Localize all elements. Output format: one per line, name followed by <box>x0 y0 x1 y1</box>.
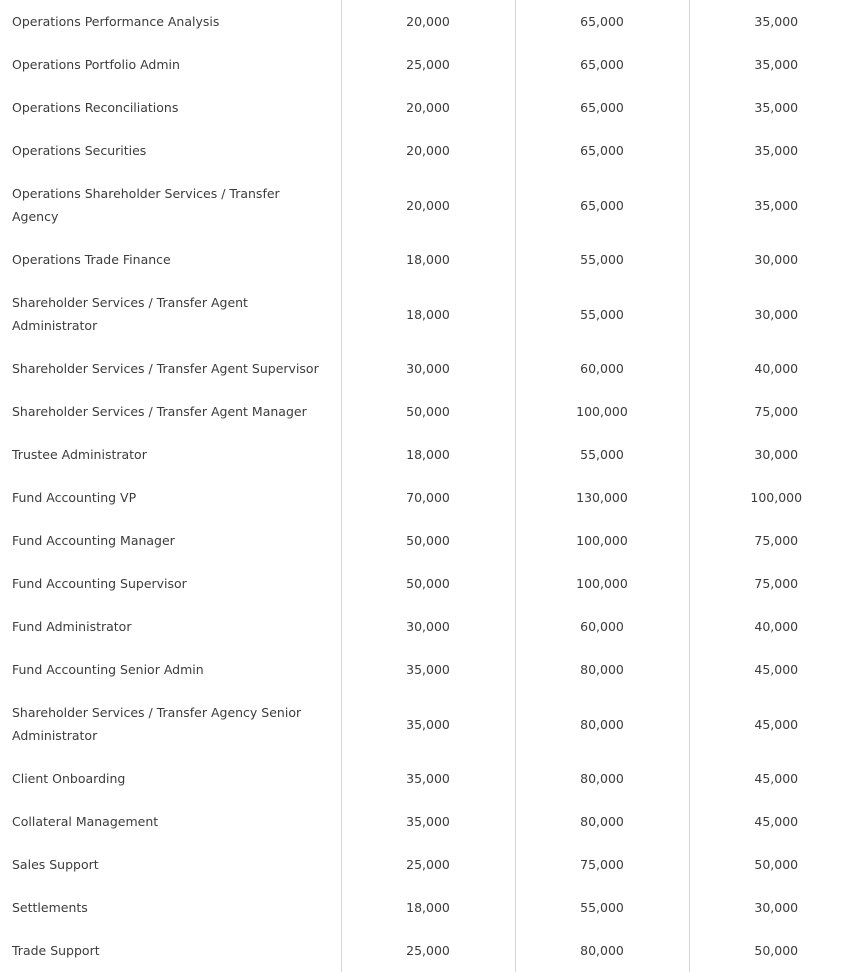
role-cell: Operations Shareholder Services / Transfer Agency <box>0 172 341 238</box>
table-row <box>0 0 849 43</box>
value-cell: 30,000 <box>754 900 799 915</box>
table-row <box>0 238 849 281</box>
value-cell: 65,000 <box>515 0 689 43</box>
value-cell: 20,000 <box>341 129 515 172</box>
value-cell: 18,000 <box>341 886 515 929</box>
role-cell: Operations Securities <box>0 129 341 172</box>
value-cell: 18,000 <box>341 433 515 476</box>
value-cell: 80,000 <box>515 648 689 691</box>
value-cell: 75,000 <box>754 576 799 591</box>
value-cell: 80,000 <box>515 800 689 843</box>
role-cell: Client Onboarding <box>0 757 341 800</box>
value-cell: 80,000 <box>515 929 689 972</box>
role-cell: Shareholder Services / Transfer Agency Senior Administrator <box>0 691 341 757</box>
table-row <box>0 648 849 691</box>
value-cell: 35,000 <box>754 143 799 158</box>
value-cell: 65,000 <box>515 43 689 86</box>
table-row <box>0 476 849 519</box>
value-cell: 80,000 <box>515 757 689 800</box>
table-row <box>0 129 849 172</box>
value-cell: 35,000 <box>341 800 515 843</box>
table-row <box>0 800 849 843</box>
role-cell: Trustee Administrator <box>0 433 341 476</box>
value-cell: 55,000 <box>515 886 689 929</box>
table-row <box>0 86 849 129</box>
value-cell: 35,000 <box>341 648 515 691</box>
value-cell: 35,000 <box>754 14 799 29</box>
role-cell: Operations Portfolio Admin <box>0 43 341 86</box>
value-cell: 20,000 <box>341 0 515 43</box>
value-cell: 45,000 <box>754 716 799 732</box>
value-cell: 18,000 <box>341 238 515 281</box>
value-cell: 50,000 <box>341 562 515 605</box>
table-row <box>0 43 849 86</box>
role-cell: Fund Accounting VP <box>0 476 341 519</box>
value-cell: 75,000 <box>754 533 799 548</box>
table-row <box>0 886 849 929</box>
role-cell: Operations Reconciliations <box>0 86 341 129</box>
value-cell: 100,000 <box>750 490 803 505</box>
value-cell: 40,000 <box>754 619 799 634</box>
role-cell: Sales Support <box>0 843 341 886</box>
value-cell: 40,000 <box>754 361 799 376</box>
role-cell: Operations Performance Analysis <box>0 0 341 43</box>
value-cell: 60,000 <box>515 605 689 648</box>
value-cell: 45,000 <box>754 662 799 677</box>
value-cell: 75,000 <box>515 843 689 886</box>
value-cell: 80,000 <box>515 691 689 757</box>
role-cell: Operations Trade Finance <box>0 238 341 281</box>
table-row <box>0 843 849 886</box>
value-cell: 30,000 <box>754 306 799 322</box>
role-cell: Fund Accounting Senior Admin <box>0 648 341 691</box>
value-cell: 25,000 <box>341 43 515 86</box>
value-cell: 30,000 <box>754 252 799 267</box>
role-cell: Shareholder Services / Transfer Agent Manager <box>0 390 341 433</box>
role-cell: Shareholder Services / Transfer Agent Administrator <box>0 281 341 347</box>
value-cell: 100,000 <box>515 519 689 562</box>
value-cell: 65,000 <box>515 86 689 129</box>
value-cell: 70,000 <box>341 476 515 519</box>
value-cell: 30,000 <box>341 605 515 648</box>
role-cell: Shareholder Services / Transfer Agent Supervisor <box>0 347 341 390</box>
value-cell: 130,000 <box>515 476 689 519</box>
value-cell: 20,000 <box>341 172 515 238</box>
value-cell: 35,000 <box>341 757 515 800</box>
value-cell: 50,000 <box>754 857 799 872</box>
role-cell: Collateral Management <box>0 800 341 843</box>
table-row <box>0 172 849 238</box>
value-cell: 75,000 <box>754 404 799 419</box>
value-cell: 45,000 <box>754 771 799 786</box>
value-cell: 55,000 <box>515 433 689 476</box>
table-row <box>0 281 849 347</box>
table-row <box>0 347 849 390</box>
role-cell: Fund Administrator <box>0 605 341 648</box>
value-cell: 55,000 <box>515 281 689 347</box>
role-cell: Fund Accounting Supervisor <box>0 562 341 605</box>
value-cell: 65,000 <box>515 129 689 172</box>
value-cell: 50,000 <box>341 390 515 433</box>
value-cell: 20,000 <box>341 86 515 129</box>
value-cell: 60,000 <box>515 347 689 390</box>
table-row <box>0 433 849 476</box>
value-cell: 45,000 <box>754 814 799 829</box>
table-row <box>0 390 849 433</box>
value-cell: 35,000 <box>754 100 799 115</box>
value-cell: 30,000 <box>754 447 799 462</box>
table-row <box>0 929 849 972</box>
role-cell: Fund Accounting Manager <box>0 519 341 562</box>
value-cell: 35,000 <box>754 197 799 213</box>
table-row <box>0 757 849 800</box>
value-cell: 25,000 <box>341 929 515 972</box>
table-row <box>0 691 849 757</box>
role-cell: Trade Support <box>0 929 341 972</box>
value-cell: 35,000 <box>754 57 799 72</box>
value-cell: 100,000 <box>515 390 689 433</box>
role-cell: Settlements <box>0 886 341 929</box>
value-cell: 30,000 <box>341 347 515 390</box>
table-row <box>0 605 849 648</box>
value-cell: 18,000 <box>341 281 515 347</box>
value-cell: 100,000 <box>515 562 689 605</box>
table-row <box>0 519 849 562</box>
value-cell: 50,000 <box>341 519 515 562</box>
value-cell: 35,000 <box>341 691 515 757</box>
value-cell: 65,000 <box>515 172 689 238</box>
value-cell: 50,000 <box>754 943 799 958</box>
value-cell: 25,000 <box>341 843 515 886</box>
table-row <box>0 562 849 605</box>
value-cell: 55,000 <box>515 238 689 281</box>
